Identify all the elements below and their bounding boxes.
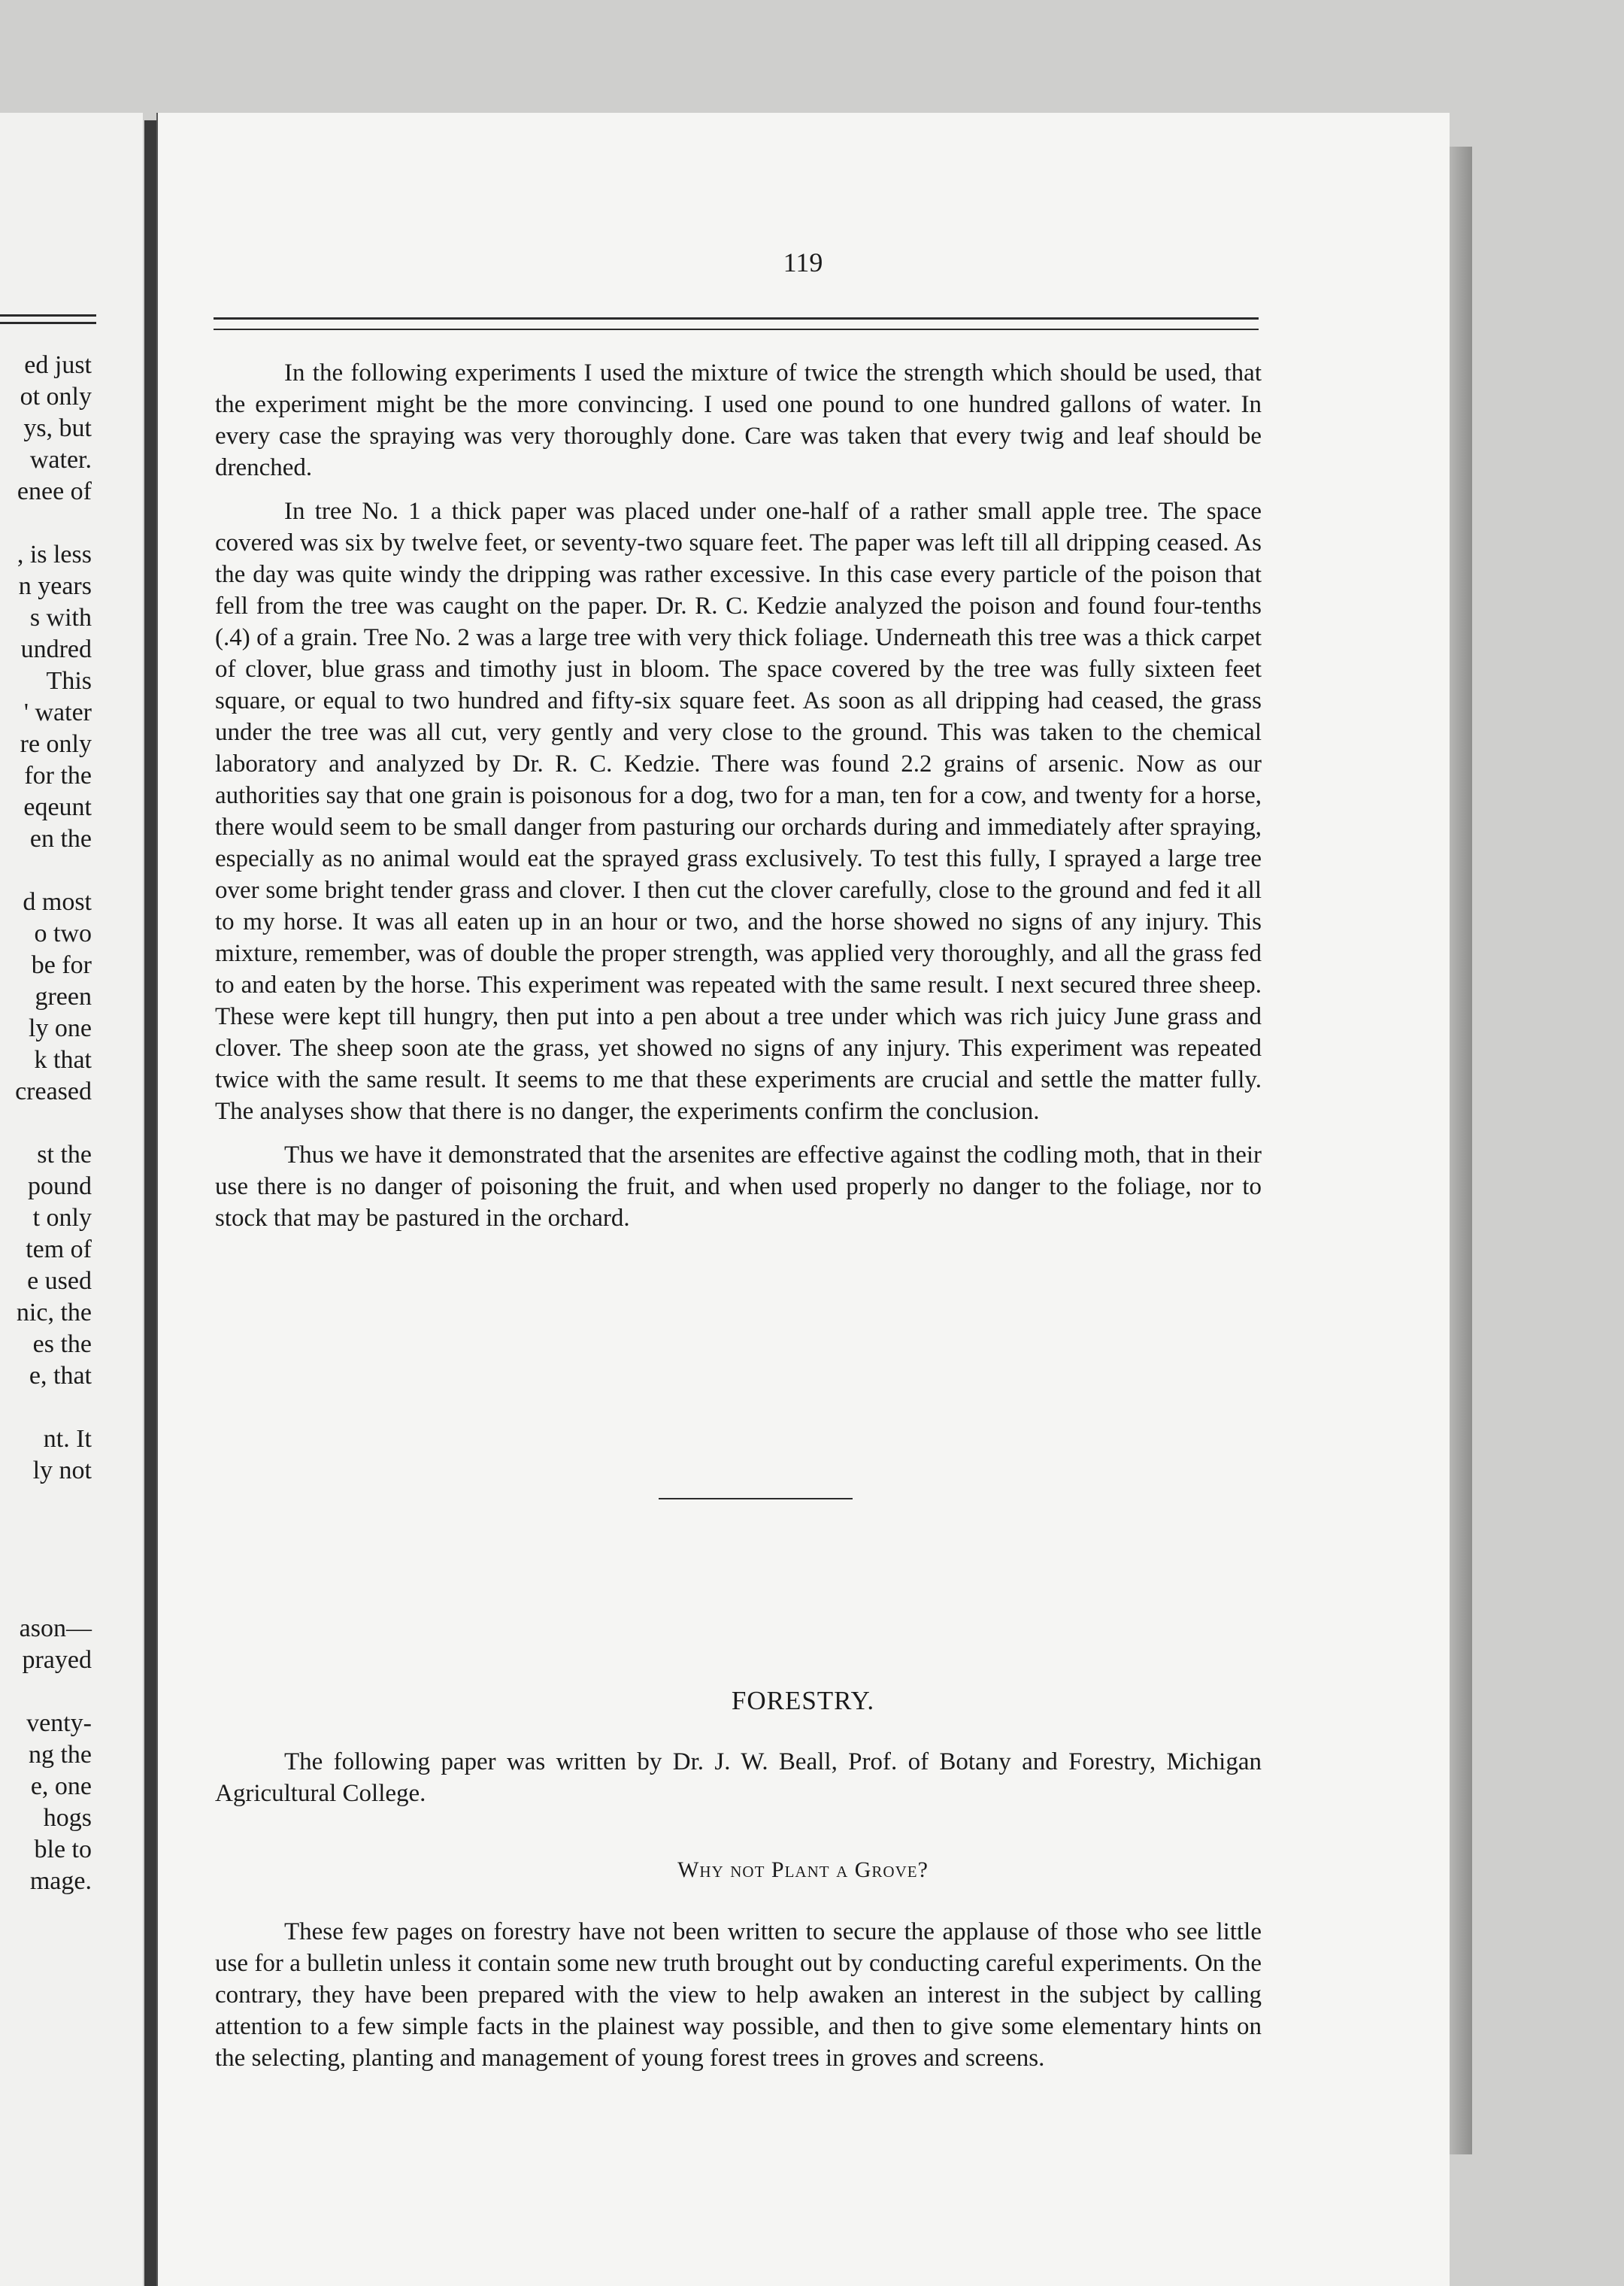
left-page-line: ed just	[24, 351, 92, 379]
left-page-line: ly one	[28, 1014, 92, 1042]
left-page-line: e used	[27, 1267, 92, 1295]
left-page-line: nt. It	[43, 1425, 92, 1453]
forestry-body	[215, 1916, 1262, 2086]
left-page-line: ly not	[32, 1457, 92, 1484]
left-page-line: be for	[31, 951, 92, 979]
left-page-line: e, one	[30, 1772, 92, 1800]
left-page-line: e, that	[29, 1362, 92, 1390]
left-page-rule-bottom	[0, 322, 96, 324]
paragraph-forestry-body: These few pages on forestry have not been written to secure the applause of those who see little use for a bulletin unless it contain some new truth brought out by conducting careful experiments. On the contrary, they have been prepared with the view to help awaken an interest in the subject by calling attention to a few simple facts in the plainest way possible, and then to give some elementary hints on the selecting, planting and management of young forest trees in groves and screens.	[215, 1918, 1262, 2072]
left-page-line: o two	[34, 920, 92, 947]
left-page-line: nic, the	[16, 1299, 92, 1326]
left-page-line	[0, 508, 92, 539]
left-page-line	[0, 1487, 92, 1518]
left-page-line: prayed	[22, 1646, 92, 1674]
left-page-line	[0, 1550, 92, 1581]
left-page-line: pound	[28, 1172, 92, 1200]
left-page-line	[0, 1108, 92, 1139]
left-page-line: venty-	[26, 1709, 92, 1737]
left-page-line	[0, 1392, 92, 1423]
left-page-line: creased	[15, 1078, 92, 1105]
section-title: FORESTRY.	[731, 1686, 875, 1715]
left-page-line: ble to	[34, 1836, 92, 1863]
left-page-line: water.	[29, 446, 92, 474]
left-page-line	[0, 1676, 92, 1708]
left-page-line: for the	[24, 762, 92, 790]
main-page	[156, 113, 1450, 2286]
left-page-line: ' water	[23, 699, 92, 726]
left-page-line: , is less	[17, 541, 92, 568]
left-page-line: tem of	[26, 1235, 92, 1263]
page-edge-stack	[1450, 147, 1472, 2154]
forestry-intro	[215, 1746, 1262, 1821]
left-page-line: enee of	[17, 478, 92, 505]
left-page-line: re only	[20, 730, 92, 758]
left-page-line: ng the	[28, 1741, 92, 1769]
left-page-line	[0, 855, 92, 887]
left-page-line	[0, 1581, 92, 1613]
left-page-line: es the	[32, 1330, 92, 1358]
article-subtitle: Why not Plant a Grove?	[677, 1857, 929, 1882]
header-double-rule	[214, 317, 1259, 330]
left-page-line: ys, but	[23, 414, 92, 442]
left-page-line: ot only	[20, 383, 92, 411]
left-page-line: t only	[32, 1204, 92, 1232]
arsenite-experiments-text	[215, 357, 1262, 1246]
left-page-line: ason—	[19, 1614, 92, 1642]
left-page-text-fragments	[0, 350, 92, 1897]
left-page-line: s with	[29, 604, 92, 632]
paragraph-experiment-method: In the following experiments I used the mixture of twice the strength which should be used, that the experiment might be the more convincing. I used one pound to one hundred gallons of water. In every case the spraying was very thoroughly done. Care was taken that every twig and leaf should be drenched.	[215, 359, 1262, 481]
left-page-line	[0, 1518, 92, 1550]
paragraph-conclusion: Thus we have it demonstrated that the arsenites are effective against the codling moth, that in their use there is no danger of poisoning the fruit, and when used properly no danger to the foliage, nor to stock that may be pastured in the orchard.	[215, 1141, 1262, 1232]
left-page-line: green	[35, 983, 92, 1011]
left-page-fragment	[0, 113, 143, 2286]
left-page-line: This	[46, 667, 92, 695]
left-page-rule-top	[0, 314, 96, 317]
left-page-line: n years	[18, 572, 92, 600]
left-page-line: mage.	[29, 1867, 92, 1895]
section-divider	[659, 1498, 853, 1499]
paragraph-tree-experiments: In tree No. 1 a thick paper was placed under one-half of a rather small apple tree. The space covered was six by twelve feet, or seventy-two square feet. The paper was left till all dripping ceased. As the day was quite windy the dripping was rather excessive. In this case every particle of the poison that fell from the tree was caught on the paper. Dr. R. C. Kedzie analyzed the poison and found four-tenths (.4) of a grain. Tree No. 2 was a large tree with very thick foliage. Underneath this tree was a thick carpet of clover, blue grass and timothy just in bloom. The space covered by the tree was fully sixteen feet square, or equal to two hundred and fifty-six square feet. As soon as all dripping had ceased, the grass under the tree was all cut, very gently and very close to the ground. This was taken to the chemical laboratory and analyzed by Dr. R. C. Kedzie. There was found 2.2 grains of arsenic. Now as our authorities say that one grain is poisonous for a dog, two for a man, ten for a cow, and twenty for a horse, there would seem to be small danger from pasturing our orchards during and immediately after spraying, especially as no animal would eat the sprayed grass exclusively. To test this fully, I sprayed a large tree over some bright tender grass and clover. I then cut the clover carefully, close to the ground and fed it all to my horse. It was all eaten up in an hour or two, and the horse showed no signs of any injury. This mixture, remember, was of double the proper strength, was applied very thoroughly, and all the grass fed to and eaten by the horse. This experiment was repeated with the same result. I next secured three sheep. These were kept till hungry, then put into a pen about a tree under which was rich juicy June grass and clover. The sheep soon ate the grass, yet showed no signs of any injury. This experiment was repeated twice with the same result. It seems to me that these experiments are crucial and settle the matter fully. The analyses show that there is no danger, the experiments confirm the conclusion.	[215, 498, 1262, 1125]
left-page-line: st the	[37, 1141, 92, 1169]
left-page-line: en the	[29, 825, 92, 853]
left-page-line: k that	[34, 1046, 92, 1074]
left-page-line: d most	[23, 888, 92, 916]
left-page-line: hogs	[43, 1804, 92, 1832]
page-number: 119	[783, 247, 823, 277]
left-page-line: eqeunt	[23, 793, 92, 821]
paragraph-forestry-intro: The following paper was written by Dr. J. W. Beall, Prof. of Botany and Forestry, Michigan Agricultural College.	[215, 1748, 1262, 1807]
left-page-line: undred	[20, 635, 92, 663]
